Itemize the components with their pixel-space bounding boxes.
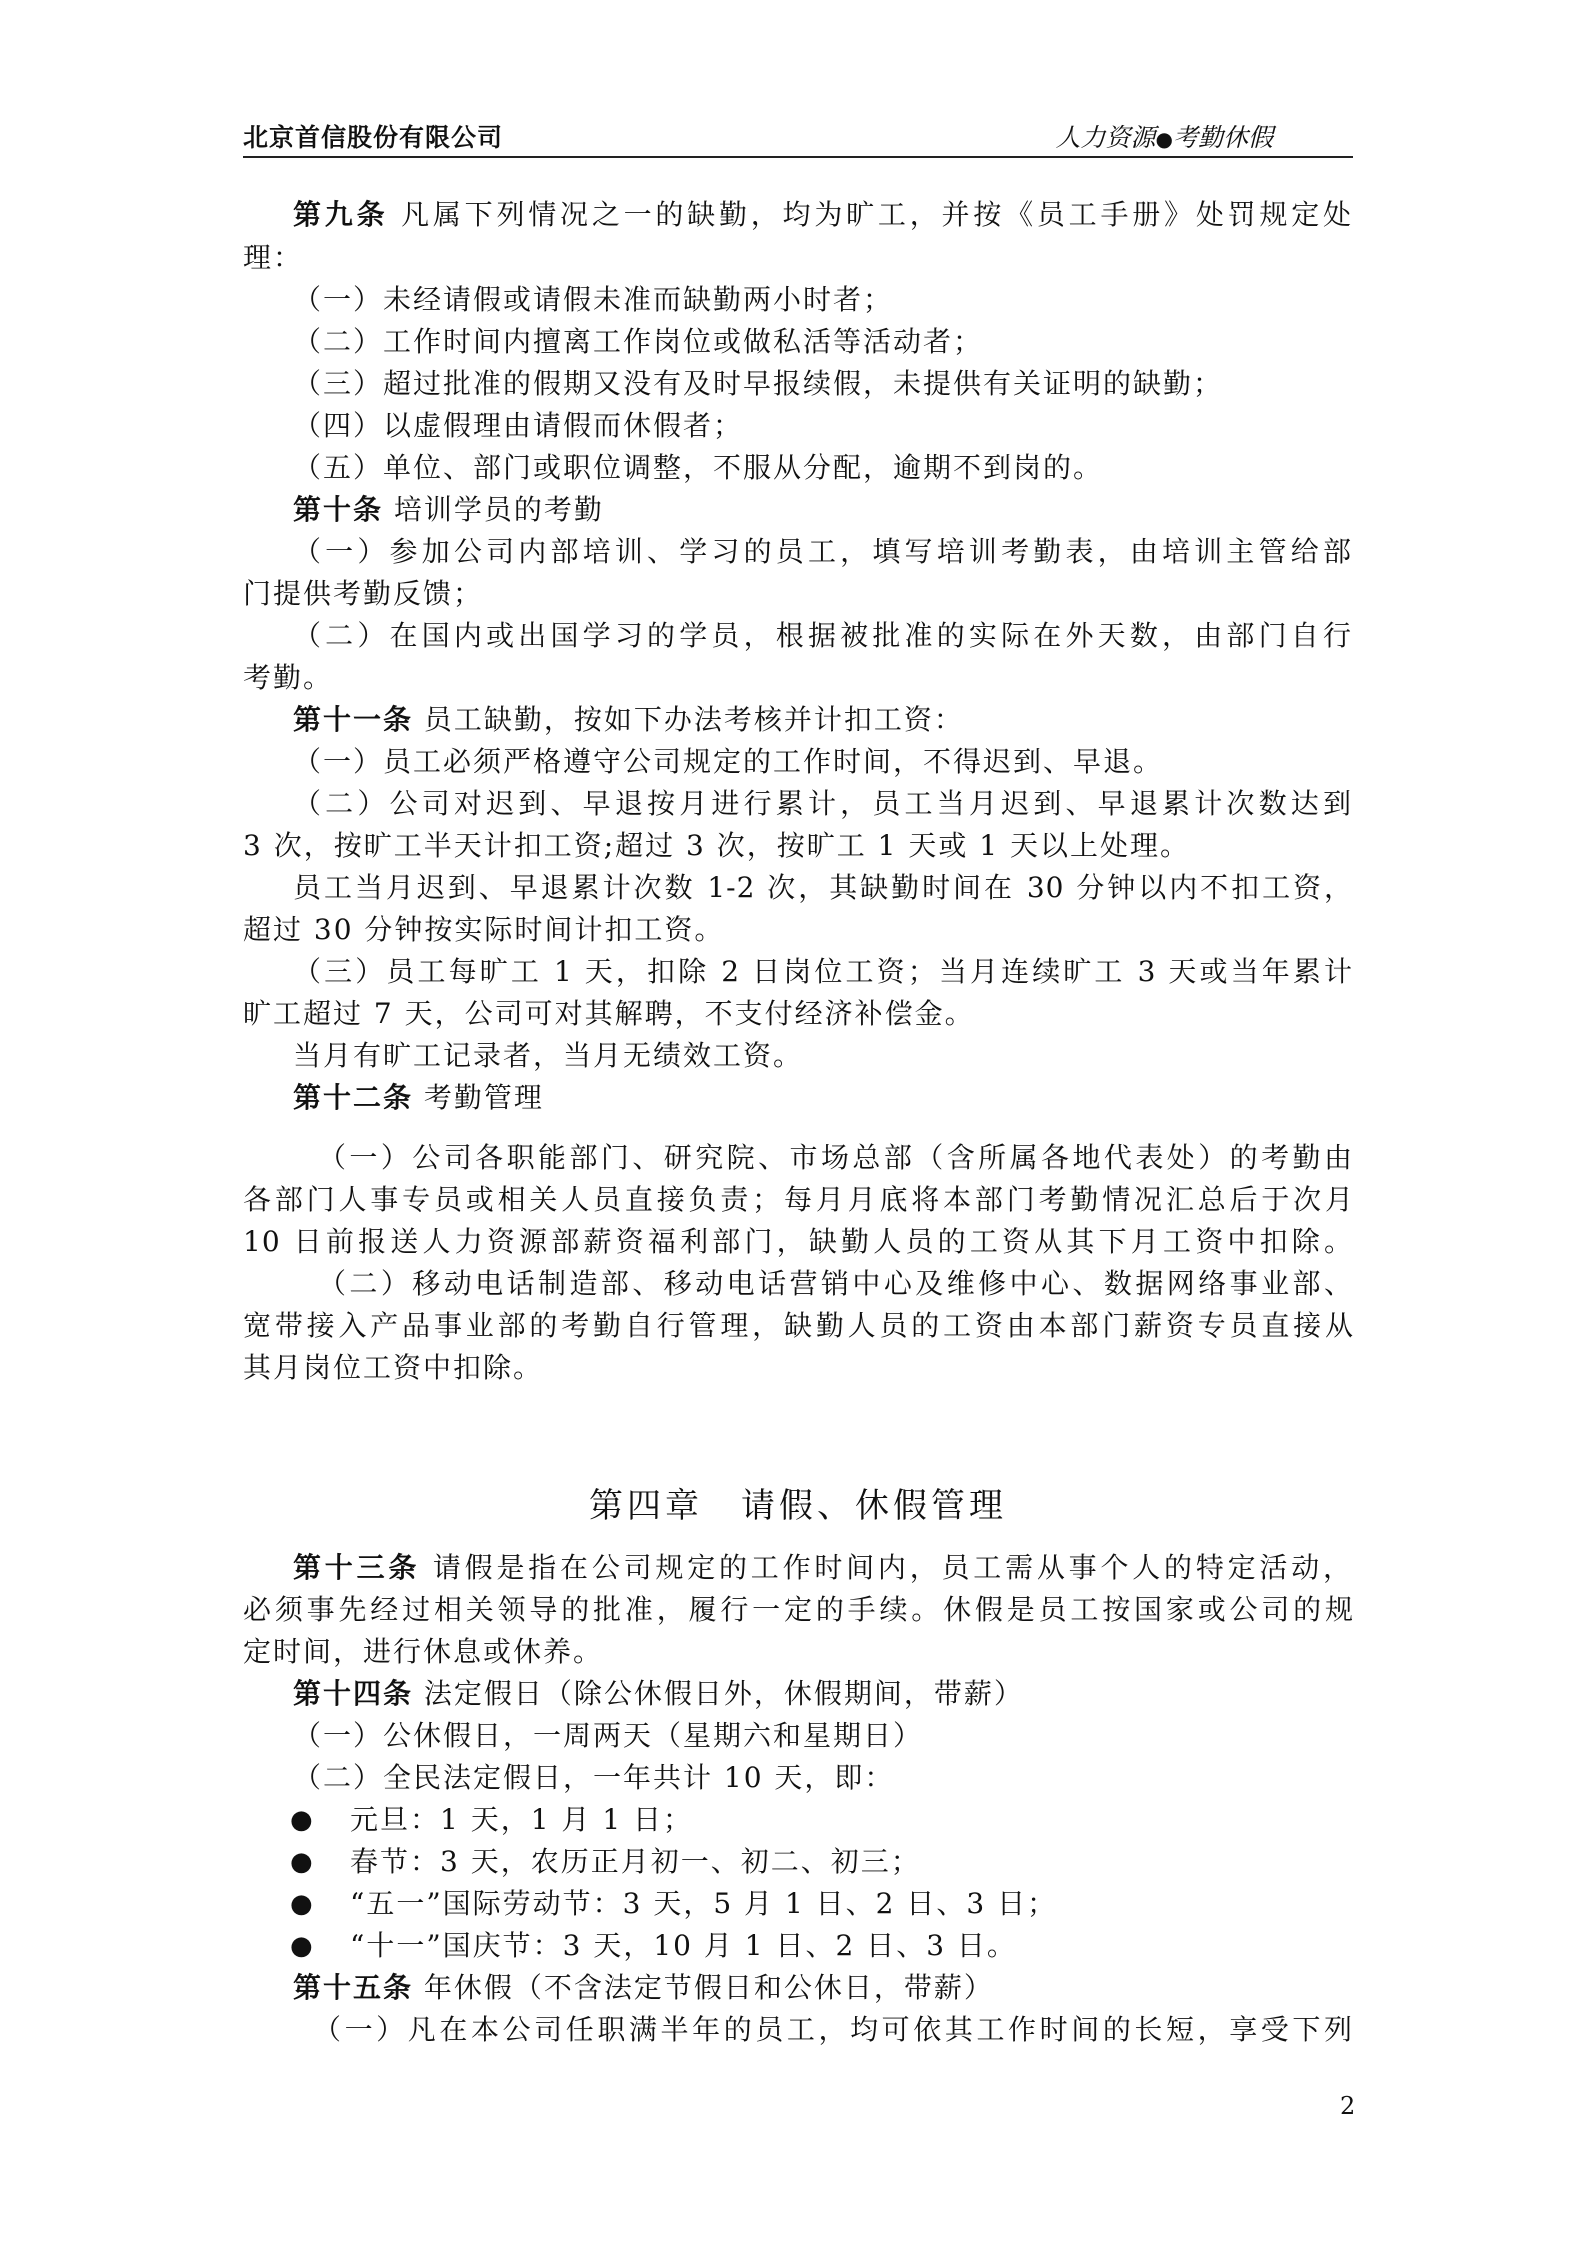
art11-item3-line1: （三）员工每旷工 1 天，扣除 2 日岗位工资；当月连续旷工 3 天或当年累计 bbox=[293, 955, 1353, 988]
page-number: 2 bbox=[1340, 2092, 1356, 2120]
art9-item-3: （三）超过批准的假期又没有及时早报续假，未提供有关证明的缺勤； bbox=[293, 367, 1224, 400]
art12-item1-line1: （一）公司各职能部门、研究院、市场总部（含所属各地代表处）的考勤由 bbox=[318, 1141, 1353, 1174]
art11-text: 员工缺勤，按如下办法考核并计扣工资： bbox=[423, 703, 964, 736]
art12-item1-line3: 10 日前报送人力资源部薪资福利部门，缺勤人员的工资从其下月工资中扣除。 bbox=[243, 1225, 1353, 1258]
art10-title: 第十条 bbox=[293, 493, 384, 526]
art9-title: 第九条 bbox=[293, 198, 389, 231]
art11-para-line2: 超过 30 分钟按实际时间计扣工资。 bbox=[243, 913, 725, 946]
art9-item-1: （一）未经请假或请假未准而缺勤两小时者； bbox=[293, 283, 894, 316]
bullet-icon: ● bbox=[290, 1847, 313, 1877]
art15-text: 年休假（不含法定节假日和公休日，带薪） bbox=[423, 1971, 994, 2004]
section-left: 人力资源 bbox=[1055, 123, 1156, 152]
art12-item2-line3: 其月岗位工资中扣除。 bbox=[243, 1351, 544, 1384]
art14-title: 第十四条 bbox=[293, 1677, 414, 1710]
art10-item2-line1: （二）在国内或出国学习的学员，根据被批准的实际在外天数，由部门自行 bbox=[293, 619, 1353, 652]
art11-item2-line2: 3 次，按旷工半天计扣工资;超过 3 次，按旷工 1 天或 1 天以上处理。 bbox=[243, 829, 1190, 862]
art11-heading bbox=[293, 700, 964, 740]
art10-text: 培训学员的考勤 bbox=[393, 493, 604, 526]
section-title bbox=[1056, 118, 1273, 154]
art12-item1-line2: 各部门人事专员或相关人员直接负责；每月月底将本部门考勤情况汇总后于次月 bbox=[243, 1183, 1353, 1216]
art11-item1: （一）员工必须严格遵守公司规定的工作时间，不得迟到、早退。 bbox=[293, 745, 1164, 778]
chapter-title: 第四章 请假、休假管理 bbox=[589, 1486, 1007, 1526]
art15-heading bbox=[293, 1968, 994, 2008]
holiday-item: 春节：3 天，农历正月初一、初二、初三； bbox=[350, 1845, 921, 1878]
art9-item-4: （四）以虚假理由请假而休假者； bbox=[293, 409, 744, 442]
art14-item1: （一）公休假日，一周两天（星期六和星期日） bbox=[293, 1719, 924, 1752]
art11-para-line1: 员工当月迟到、早退累计次数 1-2 次，其缺勤时间在 30 分钟以内不扣工资， bbox=[293, 871, 1353, 904]
art13-line2: 必须事先经过相关领导的批准，履行一定的手续。休假是员工按国家或公司的规 bbox=[243, 1593, 1353, 1626]
art10-item1-line2: 门提供考勤反馈； bbox=[243, 577, 484, 610]
holiday-item: “五一”国际劳动节：3 天，5 月 1 日、2 日、3 日； bbox=[350, 1887, 1058, 1920]
art11-para2: 当月有旷工记录者，当月无绩效工资。 bbox=[293, 1039, 804, 1072]
art11-item2-line1: （二）公司对迟到、早退按月进行累计，员工当月迟到、早退累计次数达到 bbox=[293, 787, 1353, 820]
art13-line1-text: 请假是指在公司规定的工作时间内，员工需从事个人的特定活动， bbox=[432, 1551, 1353, 1584]
art14-item2: （二）全民法定假日，一年共计 10 天，即： bbox=[293, 1761, 895, 1794]
holiday-item: 元旦：1 天，1 月 1 日； bbox=[350, 1803, 694, 1836]
section-dot: ● bbox=[1155, 127, 1173, 151]
bullet-icon: ● bbox=[290, 1931, 313, 1961]
art9-line1-text: 凡属下列情况之一的缺勤，均为旷工，并按《员工手册》处罚规定处 bbox=[401, 198, 1353, 231]
art13-line1 bbox=[243, 1548, 1353, 1588]
art15-item1: （一）凡在本公司任职满半年的员工，均可依其工作时间的长短，享受下列 bbox=[313, 2013, 1353, 2046]
bullet-icon: ● bbox=[290, 1889, 313, 1919]
art10-heading bbox=[293, 490, 604, 530]
art12-title: 第十二条 bbox=[293, 1081, 414, 1114]
art14-heading bbox=[293, 1674, 1024, 1714]
art10-item2-line2: 考勤。 bbox=[243, 661, 334, 694]
page-header bbox=[243, 118, 1353, 158]
art11-item3-line2: 旷工超过 7 天，公司可对其解聘，不支付经济补偿金。 bbox=[243, 997, 975, 1030]
company-name: 北京首信股份有限公司 bbox=[243, 123, 504, 152]
art11-title: 第十一条 bbox=[293, 703, 414, 736]
bullet-icon: ● bbox=[290, 1805, 313, 1835]
art13-title: 第十三条 bbox=[293, 1551, 421, 1584]
art12-item2-line2: 宽带接入产品事业部的考勤自行管理，缺勤人员的工资由本部门薪资专员直接从 bbox=[243, 1309, 1353, 1342]
art9-item-2: （二）工作时间内擅离工作岗位或做私活等活动者； bbox=[293, 325, 984, 358]
art10-item1-line1: （一）参加公司内部培训、学习的员工，填写培训考勤表，由培训主管给部 bbox=[293, 535, 1353, 568]
art9-line1 bbox=[243, 195, 1353, 235]
art9-line2: 理： bbox=[243, 241, 304, 274]
art14-text: 法定假日（除公休假日外，休假期间，带薪） bbox=[423, 1677, 1024, 1710]
art12-heading bbox=[293, 1078, 544, 1118]
art15-title: 第十五条 bbox=[293, 1971, 414, 2004]
art12-text: 考勤管理 bbox=[423, 1081, 544, 1114]
section-right: 考勤休假 bbox=[1172, 123, 1273, 152]
art13-line3: 定时间，进行休息或休养。 bbox=[243, 1635, 604, 1668]
art12-item2-line1: （二）移动电话制造部、移动电话营销中心及维修中心、数据网络事业部、 bbox=[318, 1267, 1353, 1300]
art9-item-5: （五）单位、部门或职位调整，不服从分配，逾期不到岗的。 bbox=[293, 451, 1104, 484]
holiday-item: “十一”国庆节：3 天，10 月 1 日、2 日、3 日。 bbox=[350, 1929, 1017, 1962]
